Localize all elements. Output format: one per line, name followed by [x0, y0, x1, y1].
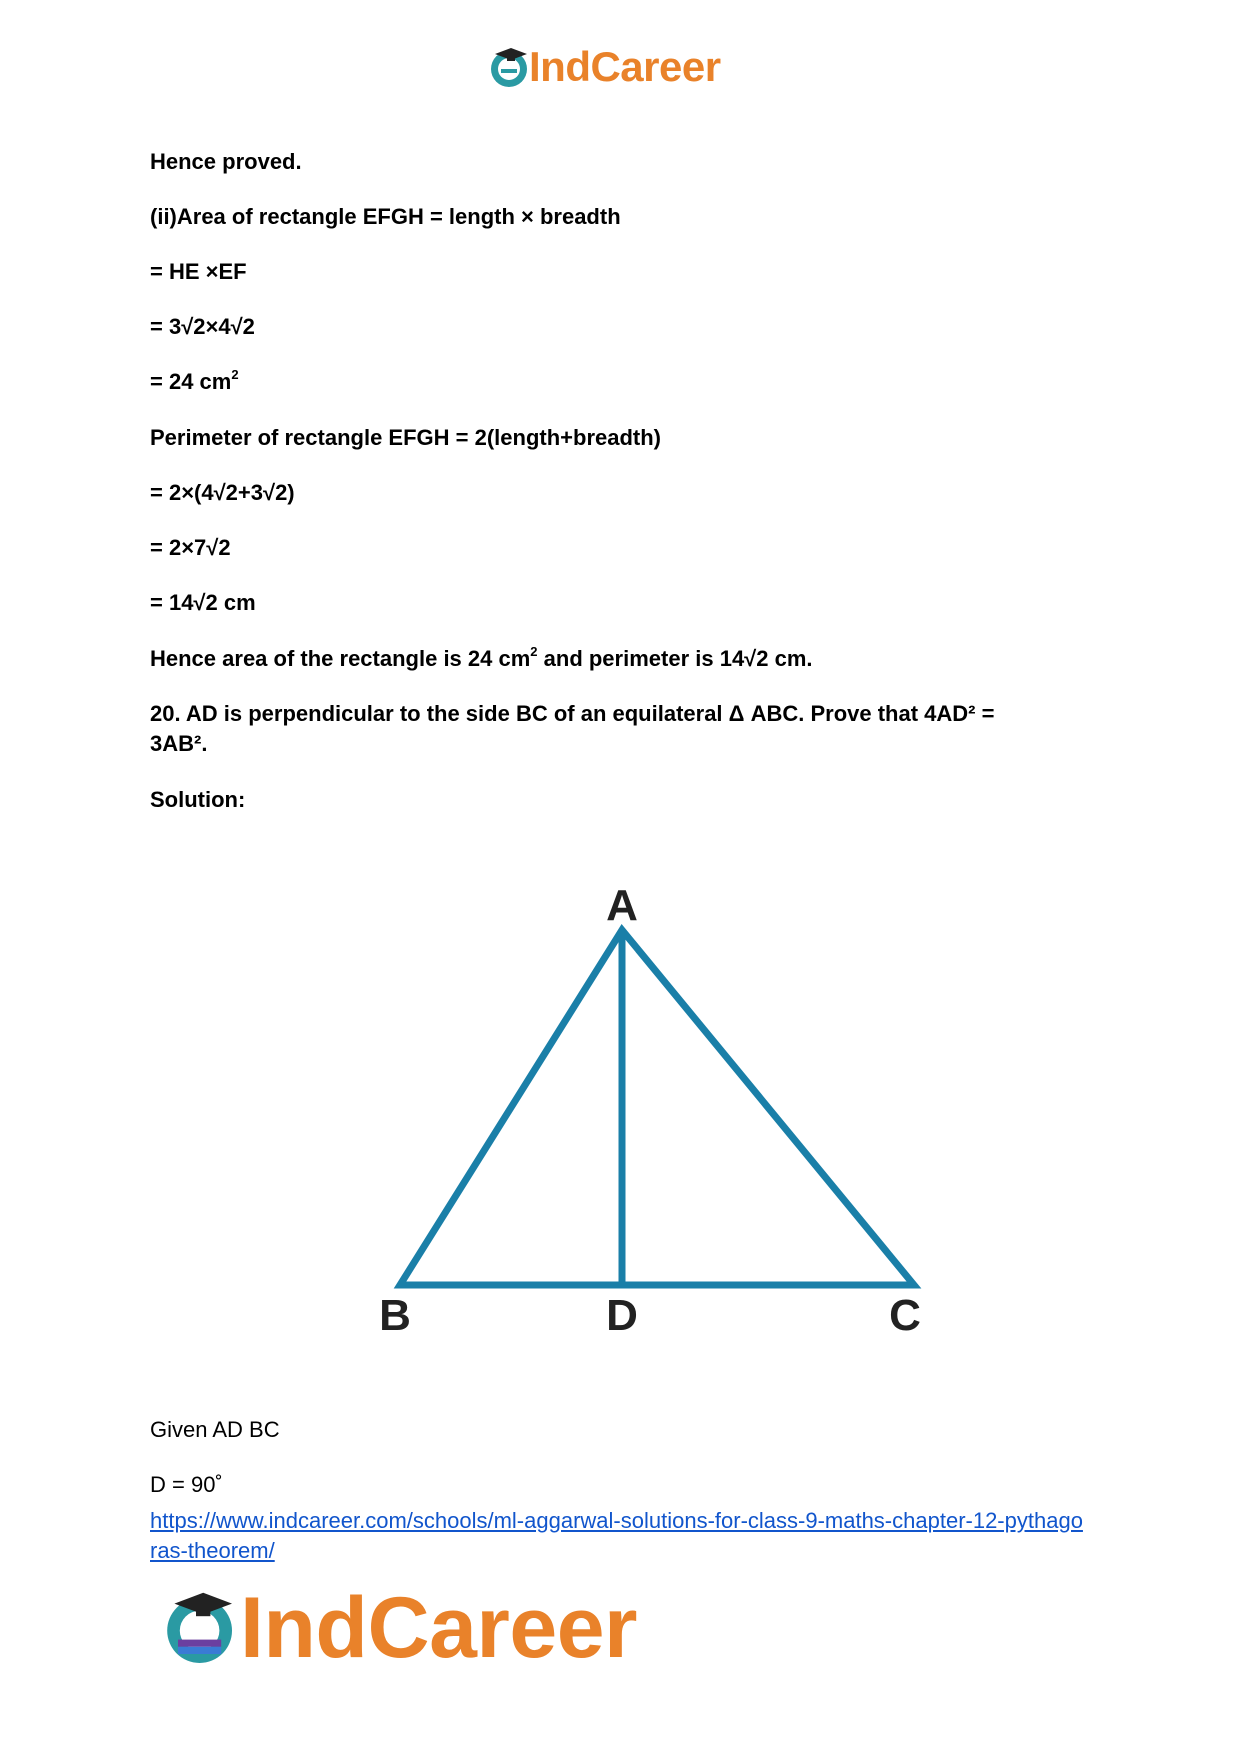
footer-logo	[160, 1578, 720, 1678]
summary-exponent: 2	[530, 643, 538, 659]
summary-part-2: and perimeter is 14√2 cm.	[537, 646, 813, 671]
question-20-line-1: 20. AD is perpendicular to the side BC of an equilateral Δ ABC. Prove that 4AD² =	[150, 701, 995, 726]
text-given: Given AD BC	[150, 1417, 280, 1442]
text-area-heading: (ii)Area of rectangle EFGH = length × breadth	[150, 204, 621, 229]
text-perimeter-step-1: = 2×(4√2+3√2)	[150, 480, 295, 505]
source-link[interactable]: https://www.indcareer.com/schools/ml-aggarwal-solutions-for-class-9-maths-chapter-12-pythagoras-theorem/	[150, 1508, 1083, 1563]
header-logo	[487, 42, 767, 92]
text-area-step-2: = 3√2×4√2	[150, 314, 255, 339]
summary-part-1: Hence area of the rectangle is 24 cm	[150, 646, 531, 671]
solution-heading: Solution:	[150, 787, 246, 812]
text-area-step-1: = HE ×EF	[150, 259, 247, 284]
vertex-label-d: D	[606, 1291, 638, 1340]
question-20-line-2: 3AB².	[150, 731, 208, 756]
text-perimeter-step-2: = 2×7√2	[150, 535, 231, 560]
text-perimeter-result: = 14√2 cm	[150, 590, 256, 615]
vertex-label-c: C	[889, 1291, 921, 1340]
area-unit-exponent: 2	[231, 366, 239, 382]
text-perimeter-heading: Perimeter of rectangle EFGH = 2(length+breadth)	[150, 425, 662, 450]
text-area-result	[150, 368, 239, 396]
area-result-value: = 24 cm	[150, 369, 232, 394]
triangle-diagram	[360, 880, 960, 1340]
logo-text: IndCareer	[240, 1580, 637, 1676]
vertex-label-a: A	[606, 881, 638, 930]
triangle-abc	[400, 930, 914, 1285]
text-hence-proved: Hence proved.	[150, 149, 302, 174]
text-summary	[150, 645, 813, 673]
logo-text: IndCareer	[529, 43, 721, 90]
vertex-label-b: B	[379, 1291, 411, 1340]
text-angle-d: D = 90˚	[150, 1472, 223, 1497]
logo-globe-icon	[160, 1582, 250, 1672]
